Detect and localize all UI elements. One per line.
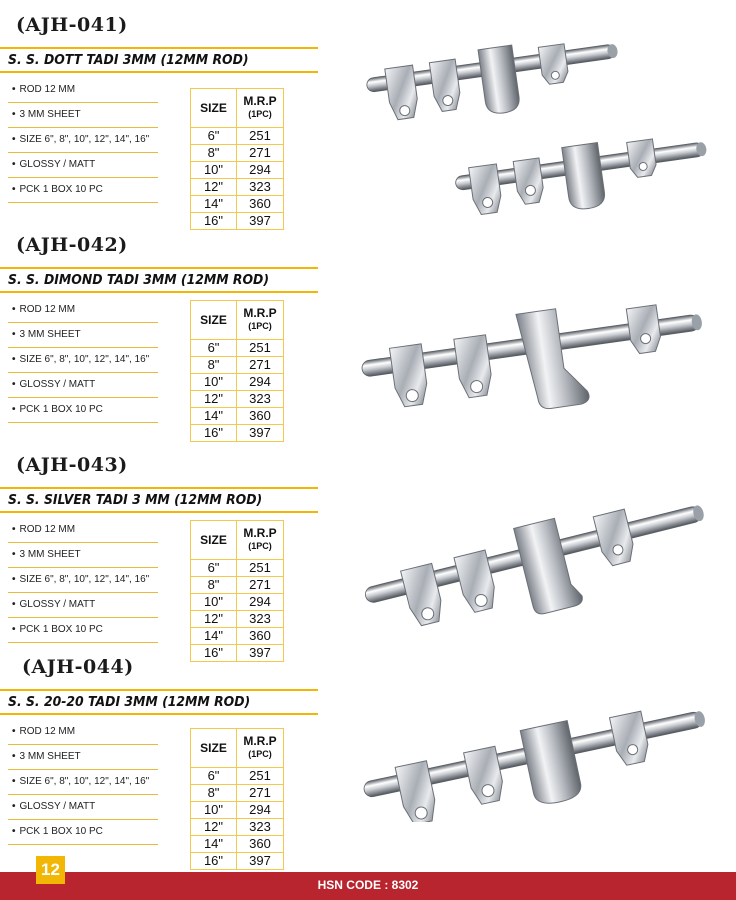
table-row: 10" 294 [191, 374, 284, 391]
product-code: (AJH-044) [22, 656, 134, 678]
table-row: 8" 271 [191, 785, 284, 802]
product-code: (AJH-043) [16, 454, 128, 476]
feature-item: • SIZE 6", 8", 10", 12", 14", 16" [8, 770, 158, 795]
table-row: 6" 251 [191, 768, 284, 785]
table-row: 16" 397 [191, 645, 284, 662]
table-row: 10" 294 [191, 802, 284, 819]
price-table [190, 88, 284, 230]
feature-item: • PCK 1 BOX 10 PC [8, 398, 158, 423]
product-image-ajh-041 [345, 0, 725, 225]
title-band [0, 689, 318, 715]
feature-item: • 3 MM SHEET [8, 103, 158, 128]
feature-item: • ROD 12 MM [8, 518, 158, 543]
table-row: 8" 271 [191, 577, 284, 594]
feature-item: • SIZE 6", 8", 10", 12", 14", 16" [8, 348, 158, 373]
feature-item: • SIZE 6", 8", 10", 12", 14", 16" [8, 568, 158, 593]
feature-item: • GLOSSY / MATT [8, 153, 158, 178]
product-code: (AJH-041) [16, 14, 128, 36]
feature-item: • GLOSSY / MATT [8, 795, 158, 820]
feature-item: • 3 MM SHEET [8, 323, 158, 348]
size-header: SIZE [191, 521, 237, 560]
table-row: 12" 323 [191, 819, 284, 836]
size-header: SIZE [191, 89, 237, 128]
price-table [190, 300, 284, 442]
page-number: 12 [36, 856, 65, 884]
mrp-header: M.R.P (1PC) [237, 89, 284, 128]
feature-item: • GLOSSY / MATT [8, 593, 158, 618]
product-title: S. S. 20-20 TADI 3MM (12MM ROD) [8, 694, 251, 710]
table-row: 14" 360 [191, 836, 284, 853]
feature-list [8, 720, 158, 845]
feature-item: • PCK 1 BOX 10 PC [8, 618, 158, 643]
feature-list [8, 298, 158, 423]
table-row: 8" 271 [191, 145, 284, 162]
product-image-ajh-042 [345, 262, 725, 442]
feature-item: • 3 MM SHEET [8, 543, 158, 568]
table-row: 8" 271 [191, 357, 284, 374]
table-row: 16" 397 [191, 425, 284, 442]
feature-item: • GLOSSY / MATT [8, 373, 158, 398]
table-row: 12" 323 [191, 611, 284, 628]
feature-item: • PCK 1 BOX 10 PC [8, 178, 158, 203]
table-row: 6" 251 [191, 560, 284, 577]
feature-item: • ROD 12 MM [8, 298, 158, 323]
product-image-ajh-044 [345, 672, 725, 822]
table-row: 6" 251 [191, 128, 284, 145]
price-table [190, 520, 284, 662]
hsn-code: HSN CODE : 8302 [317, 878, 419, 892]
feature-item: • 3 MM SHEET [8, 745, 158, 770]
feature-list [8, 518, 158, 643]
product-title: S. S. SILVER TADI 3 MM (12MM ROD) [8, 492, 263, 508]
product-title: S. S. DOTT TADI 3MM (12MM ROD) [8, 52, 249, 68]
table-row: 14" 360 [191, 628, 284, 645]
title-band [0, 267, 318, 293]
table-row: 14" 360 [191, 408, 284, 425]
price-table [190, 728, 284, 870]
feature-list [8, 78, 158, 203]
product-title: S. S. DIMOND TADI 3MM (12MM ROD) [8, 272, 270, 288]
feature-item: • PCK 1 BOX 10 PC [8, 820, 158, 845]
product-code: (AJH-042) [16, 234, 128, 256]
table-row: 6" 251 [191, 340, 284, 357]
table-row: 10" 294 [191, 594, 284, 611]
size-header: SIZE [191, 301, 237, 340]
mrp-header: M.R.P (1PC) [237, 729, 284, 768]
product-image-ajh-043 [345, 462, 725, 632]
title-band [0, 487, 318, 513]
footer-bar [0, 872, 736, 900]
table-row: 16" 397 [191, 213, 284, 230]
table-row: 16" 397 [191, 853, 284, 870]
table-row: 12" 323 [191, 179, 284, 196]
feature-item: • ROD 12 MM [8, 720, 158, 745]
feature-item: • SIZE 6", 8", 10", 12", 14", 16" [8, 128, 158, 153]
size-header: SIZE [191, 729, 237, 768]
table-row: 14" 360 [191, 196, 284, 213]
table-row: 10" 294 [191, 162, 284, 179]
feature-item: • ROD 12 MM [8, 78, 158, 103]
mrp-header: M.R.P (1PC) [237, 521, 284, 560]
title-band [0, 47, 318, 73]
mrp-header: M.R.P (1PC) [237, 301, 284, 340]
table-row: 12" 323 [191, 391, 284, 408]
